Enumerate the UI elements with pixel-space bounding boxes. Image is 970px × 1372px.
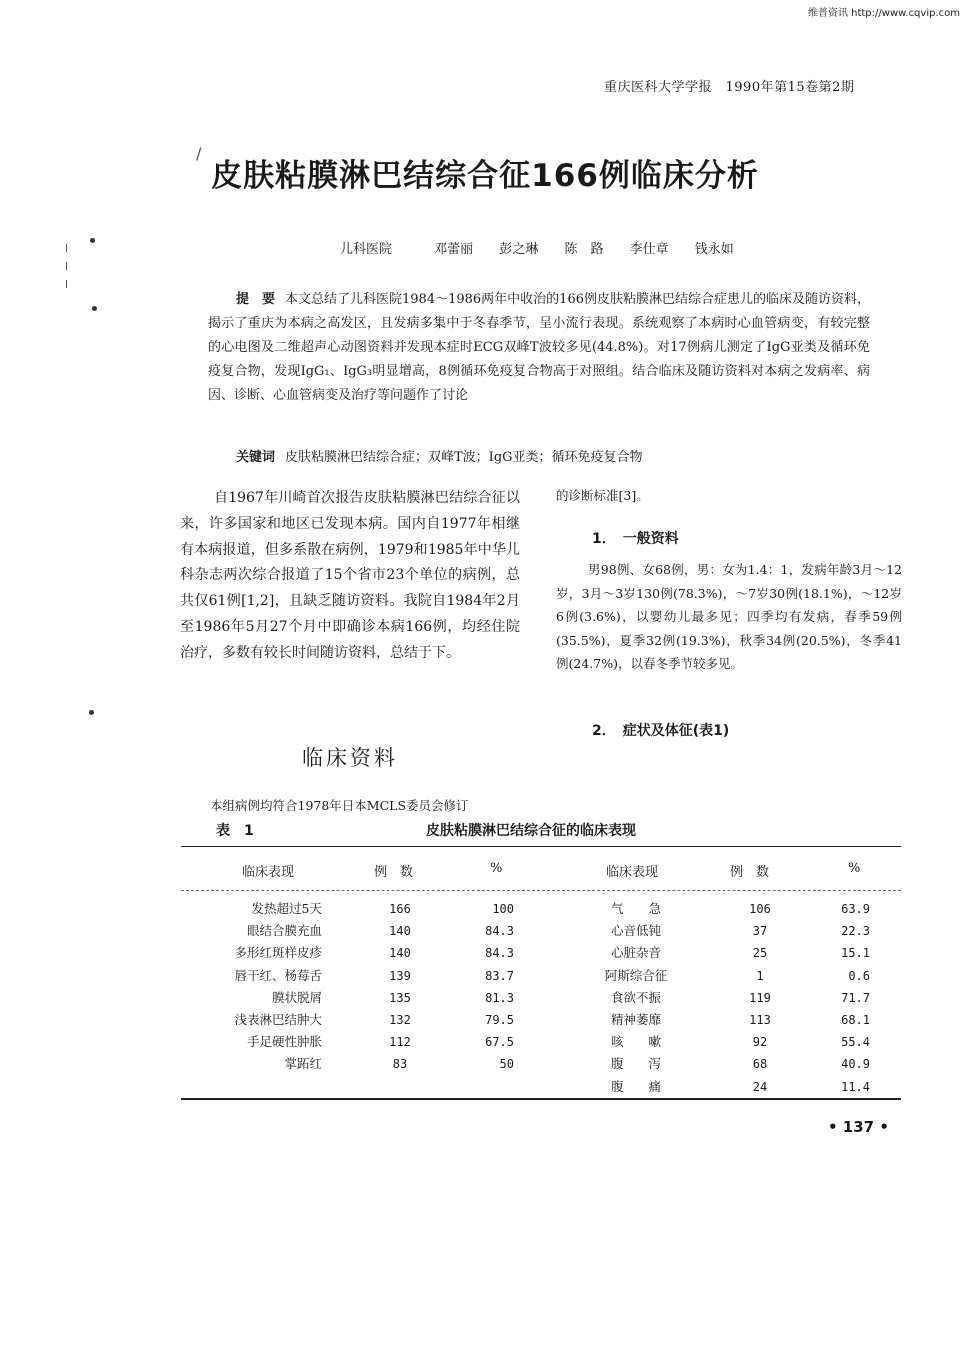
table-cell-count: 119: [749, 990, 771, 1005]
table-cell-percent: 84.3: [485, 946, 514, 961]
table-cell-percent: 11.4: [841, 1079, 870, 1094]
scan-tick: [66, 262, 67, 270]
table-cell-count: 132: [389, 1013, 411, 1027]
table-header: 例 数: [374, 865, 414, 880]
table-cell-count: 140: [389, 924, 411, 939]
table-cell-symptom: 多形红斑样皮疹: [234, 945, 322, 961]
table-cell-symptom: 腹 痛: [610, 1078, 661, 1094]
watermark: 维普资讯 http://www.cqvip.com: [807, 8, 960, 19]
table-cell-symptom: 膜状脱屑: [271, 989, 322, 1005]
table-cell-count: 166: [389, 902, 411, 916]
table-title: 皮肤粘膜淋巴结综合征的临床表现: [426, 823, 636, 839]
table-top-rule: [181, 846, 901, 847]
author-name: 邓蕾丽: [434, 242, 474, 257]
keywords-label: 关键词: [236, 450, 276, 465]
table-header: %: [490, 861, 503, 876]
table-cell-count: 113: [749, 1013, 771, 1027]
table-cell-symptom: 阿斯综合征: [604, 967, 668, 983]
table-bottom-rule: [181, 1098, 901, 1100]
table-cell-percent: 100: [492, 902, 514, 916]
table-header: %: [848, 861, 861, 876]
author-name: 陈 路: [564, 242, 604, 257]
table-cell-symptom: 眼结合膜充血: [246, 923, 322, 939]
table-cell-symptom: 手足硬性肿胀: [246, 1034, 322, 1050]
criteria-continuation: 的诊断标准[3]。: [556, 488, 649, 503]
table-cell-symptom: 掌跖红: [284, 1056, 322, 1072]
section-heading-clinical: 临床资料: [302, 746, 398, 770]
table-cell-count: 24: [752, 1079, 768, 1094]
table-cell-percent: 68.1: [841, 1013, 870, 1027]
table-cell-count: 106: [749, 902, 771, 916]
table-cell-percent: 83.7: [485, 968, 514, 983]
author-name: 钱永如: [694, 242, 734, 257]
article-title: 皮肤粘膜淋巴结综合征166例临床分析: [211, 158, 759, 194]
table-cell-count: 37: [752, 924, 768, 939]
scan-mark: /: [196, 144, 202, 163]
journal-header: 重庆医科大学学报 1990年第15卷第2期: [604, 80, 855, 95]
table-cell-percent: 63.9: [841, 902, 870, 916]
table-cell-percent: 22.3: [841, 924, 870, 939]
general-paragraph: 男98例、女68例，男：女为1.4：1，发病年龄3月～12岁，3月～3岁130例(78.3%)，～7岁30例(18.1%)，～12岁6例(3.6%)，以婴幼儿最多见；四季均有发病，春季59例(35.5%)，夏季32例(19.3%)，秋季34例(20.5%)，冬季41例(24.7%)，以春冬季节较多见。: [556, 562, 902, 671]
table-cell-percent: 84.3: [485, 924, 514, 939]
table-cell-percent: 50: [499, 1057, 514, 1072]
table-cell-percent: 15.1: [841, 946, 870, 961]
table-cell-symptom: 精神萎靡: [610, 1012, 661, 1027]
scan-tick: [66, 244, 67, 252]
table-cell-symptom: 腹 泻: [610, 1056, 661, 1072]
abstract-label: 提 要: [236, 292, 276, 307]
table-cell-percent: 67.5: [485, 1035, 514, 1050]
table-cell-percent: 0.6: [848, 968, 870, 983]
author-name: 李仕章: [629, 242, 669, 257]
table-header-rule: [181, 890, 901, 891]
section-heading-general: 1． 一般资料: [592, 531, 679, 547]
table-cell-percent: 71.7: [841, 990, 870, 1005]
page-number: • 137 •: [828, 1118, 889, 1136]
author-name: 彭之琳: [499, 242, 539, 257]
intro-paragraph: 自1967年川崎首次报告皮肤粘膜淋巴结综合征以来，许多国家和地区已发现本病。国内自1977年相继有本病报道，但多系散在病例，1979和1985年中华儿科杂志两次综合报道了15个省市23个单位的病例，总共仅61例[1,2]，且缺乏随访资料。我院自1984年2月至1986年5月27个月中即确诊本病166例，均经住院治疗，多数有较长时间随访资料，总结于下。: [180, 490, 520, 661]
table-cell-symptom: 发热超过5天: [251, 901, 322, 916]
abstract: [208, 288, 870, 408]
table-cell-symptom: 食欲不振: [610, 989, 661, 1005]
table-label: 表 1: [216, 823, 254, 839]
table-cell-symptom: 浅表淋巴结肿大: [234, 1012, 322, 1027]
scan-dot: [92, 306, 97, 311]
table-header: 临床表现: [606, 865, 659, 880]
table-cell-count: 112: [389, 1035, 411, 1050]
table-cell-percent: 81.3: [485, 990, 514, 1005]
table-cell-percent: 79.5: [485, 1013, 514, 1027]
table-cell-count: 140: [389, 946, 411, 961]
scan-dot: [89, 710, 94, 715]
author-line: [340, 238, 756, 257]
table-header: 临床表现: [242, 865, 295, 880]
table-cell-count: 135: [389, 990, 411, 1005]
table-cell-count: 68: [752, 1057, 768, 1072]
abstract-text: 本文总结了儿科医院1984～1986两年中收治的166例皮肤粘膜淋巴结综合症患儿的临床及随访资料，揭示了重庆为本病之高发区，且发病多集中于冬春季节，呈小流行表现。系统观察了本病时心血管病变，有较完整的心电图及二维超声心动图资料并发现本症时ECG双峰T波较多见(44.8%)。对17例病儿测定了IgG亚类及循环免疫复合物，发现IgG₁、IgG₃明显增高，8例循环免疫复合物高于对照组。结合临床及随访资料对本病之发病率、病因、诊断、心血管病变及治疗等问题作了讨论: [208, 292, 870, 403]
table-cell-percent: 40.9: [841, 1057, 870, 1072]
table-cell-count: 83: [392, 1057, 408, 1072]
keywords-text: 皮肤粘膜淋巴结综合症；双峰T波；IgG亚类；循环免疫复合物: [285, 450, 643, 465]
scan-tick: [66, 280, 67, 288]
keywords: [236, 446, 876, 465]
table-cell-percent: 55.4: [841, 1035, 870, 1050]
table-cell-count: 1: [756, 968, 764, 983]
table-cell-symptom: 心脏杂音: [610, 945, 661, 961]
table-header: 例 数: [730, 865, 770, 880]
table-cell-symptom: 心音低钝: [610, 923, 661, 939]
table-cell-count: 25: [752, 946, 768, 961]
table-cell-symptom: 咳 嗽: [610, 1034, 661, 1050]
table-cell-symptom: 唇干红、杨莓舌: [234, 967, 322, 983]
author-org: 儿科医院: [340, 242, 393, 257]
section-heading-symptoms: 2． 症状及体征(表1): [592, 723, 730, 739]
criteria-note: 本组病例均符合1978年日本MCLS委员会修订: [210, 798, 469, 813]
table-cell-symptom: 气 急: [610, 901, 661, 916]
table-cell-count: 139: [389, 968, 411, 983]
scan-dot: [90, 238, 95, 243]
table-cell-count: 92: [752, 1035, 768, 1050]
